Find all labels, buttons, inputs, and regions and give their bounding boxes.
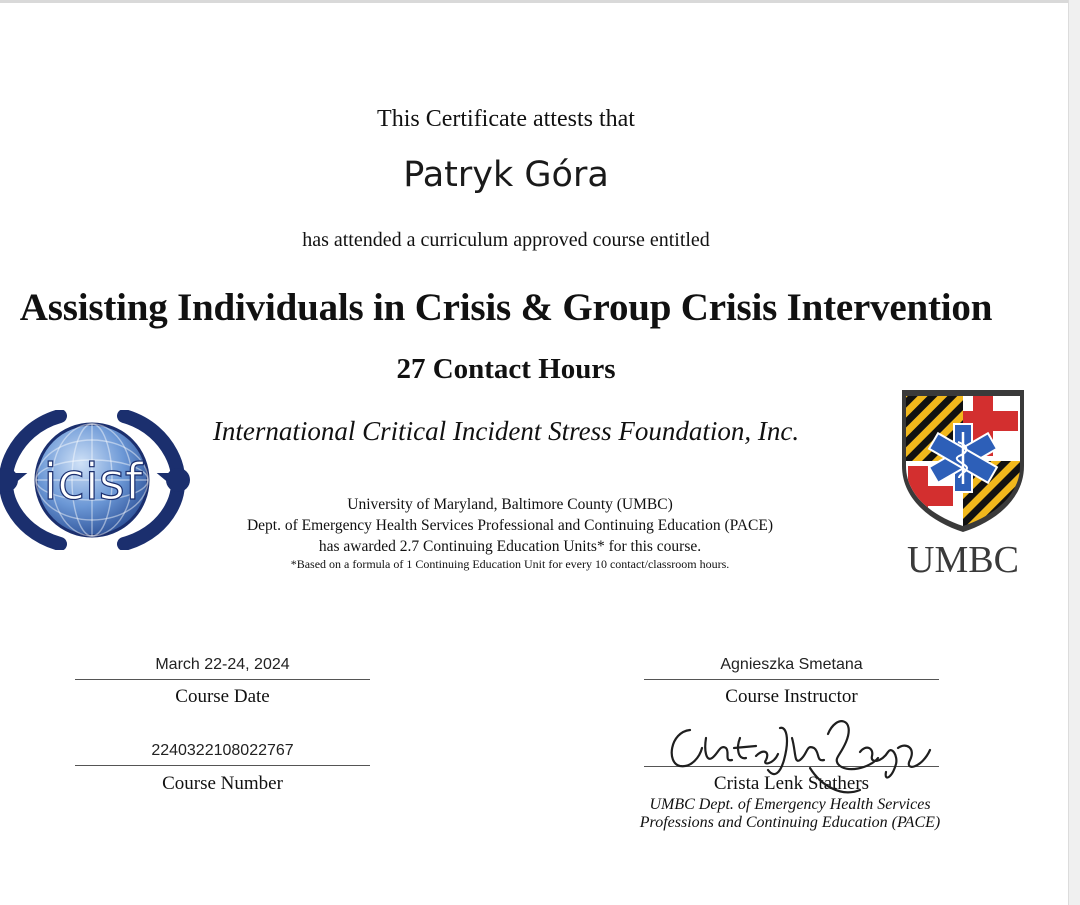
umbc-logo: [898, 386, 1028, 581]
accreditation-line-2: Dept. of Emergency Health Services Professional and Continuing Education (PACE): [246, 517, 774, 534]
page-scrollbar[interactable]: [1068, 0, 1080, 905]
attests-text: This Certificate attests that: [377, 106, 635, 132]
instructor-line: [644, 679, 939, 680]
instructor-label: Course Instructor: [725, 686, 858, 707]
accreditation-block: [180, 494, 840, 571]
course-date-label: Course Date: [175, 686, 270, 707]
accreditation-line-3: has awarded 2.7 Continuing Education Units* for this course.: [318, 538, 702, 555]
foundation-name: International Critical Incident Stress Foundation, Inc.: [212, 416, 800, 446]
attended-text: has attended a curriculum approved course entitled: [302, 229, 710, 251]
icisf-logo: [0, 410, 192, 550]
recipient-name: Patryk Góra: [403, 155, 609, 195]
course-date-value: March 22-24, 2024: [155, 656, 290, 673]
course-number-value: 2240322108022767: [151, 742, 294, 759]
instructor-value: Agnieszka Smetana: [720, 656, 863, 673]
contact-hours: 27 Contact Hours: [396, 353, 616, 385]
director-title-line-1: UMBC Dept. of Emergency Health Services: [649, 796, 931, 813]
icisf-logo-text: icisf: [43, 453, 143, 511]
course-number-line: [75, 765, 370, 766]
director-title-line-2: Professions and Continuing Education (PACE): [639, 814, 941, 831]
course-date-line: [75, 679, 370, 680]
accreditation-footnote: *Based on a formula of 1 Continuing Education Unit for every 10 contact/classroom hours.: [290, 557, 730, 571]
accreditation-line-1: University of Maryland, Baltimore County (UMBC): [347, 496, 673, 513]
director-name: Crista Lenk Stathers: [713, 773, 870, 794]
handwritten-signature: [660, 708, 940, 808]
page-top-edge: [0, 0, 1080, 3]
course-title: Assisting Individuals in Crisis & Group Crisis Intervention: [19, 286, 993, 329]
umbc-logo-text: UMBC: [907, 539, 1019, 581]
course-number-label: Course Number: [162, 773, 283, 794]
